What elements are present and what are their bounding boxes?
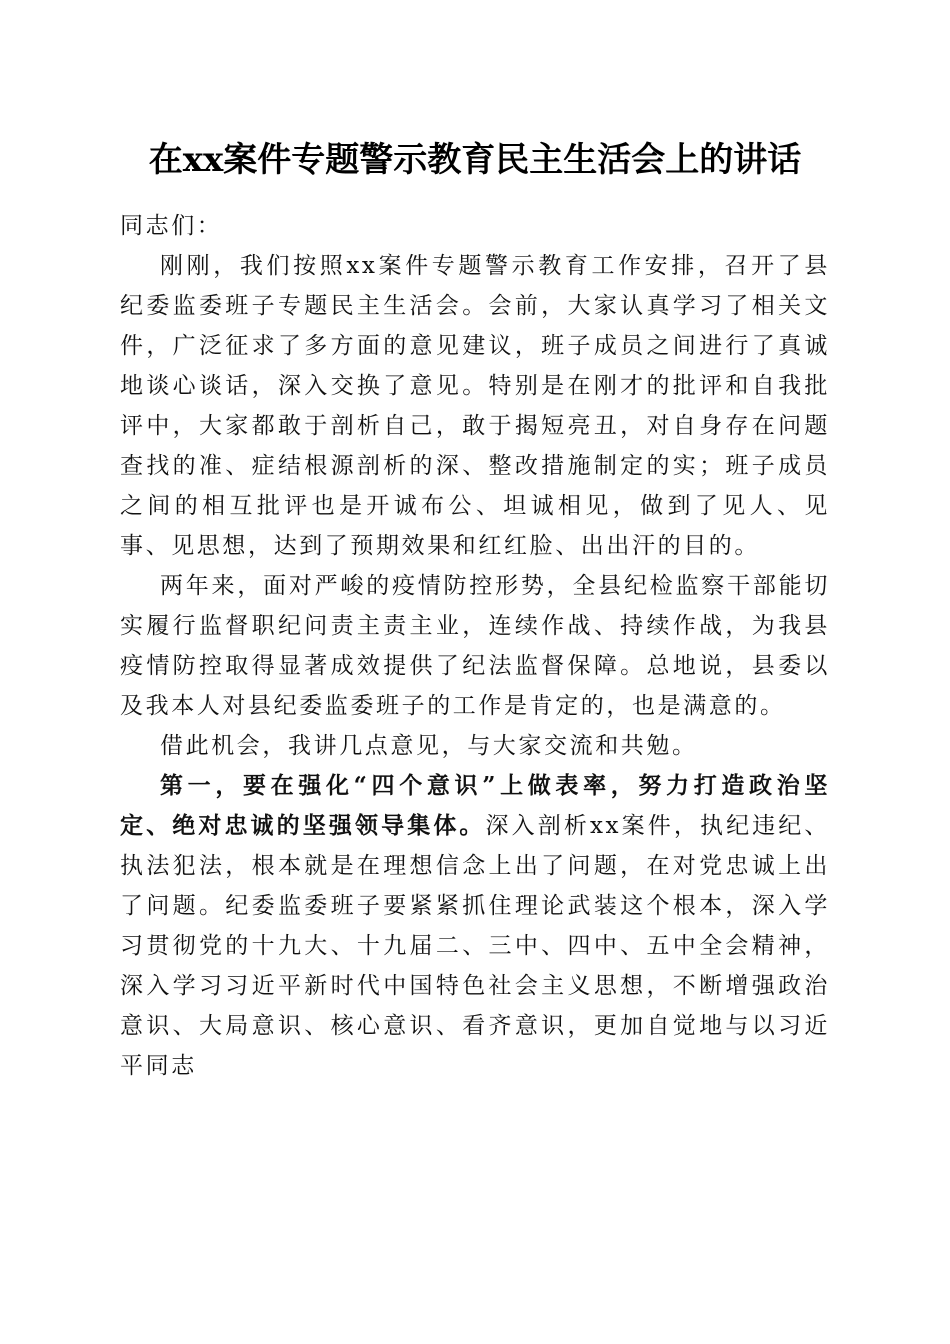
salutation: 同志们： <box>120 213 223 239</box>
paragraph-4-text: 深入剖析xx案件，执纪违纪、执法犯法，根本就是在理想信念上出了问题，在对党忠诚上出了问题。纪委监委班子要紧紧抓住理论武装这个根本，深入学习贯彻党的十九大、十九届二、三中、四中、五中全会精神，深入学习习近平新时代中国特色社会主义思想，不断增强政治意识、大局意识、核心意识、看齐意识，更加自觉地与以习近平同志 <box>120 813 831 1079</box>
paragraph-3-text: 借此机会，我讲几点意见，与大家交流和共勉。 <box>160 733 698 759</box>
paragraph-4 <box>120 766 830 1086</box>
paragraph-4-lead: 第一，要在强化“四个意识”上做表率，努力打造政治坚定、绝对忠诚的坚强领导集体。 <box>120 772 830 839</box>
document-body <box>120 206 830 1086</box>
paragraph-1-text: 刚刚，我们按照xx案件专题警示教育工作安排，召开了县纪委监委班子专题民主生活会。会前，大家认真学习了相关文件，广泛征求了多方面的意见建议，班子成员之间进行了真诚地谈心谈话，深入交换了意见。特别是在刚才的批评和自我批评中，大家都敢于剖析自己，敢于揭短亮丑，对自身存在问题查找的准、症结根源剖析的深、整改措施制定的实；班子成员之间的相互批评也是开诚布公、坦诚相见，做到了见人、见事、见思想，达到了预期效果和红红脸、出出汗的目的。 <box>120 253 830 559</box>
paragraph-2 <box>120 566 830 726</box>
paragraph-2-text: 两年来，面对严峻的疫情防控形势，全县纪检监察干部能切实履行监督职纪问责主责主业，连续作战、持续作战，为我县疫情防控取得显著成效提供了纪法监督保障。总地说，县委以及我本人对县纪委监委班子的工作是肯定的，也是满意的。 <box>120 573 830 719</box>
paragraph-3 <box>120 726 830 766</box>
document-title: 在xx案件专题警示教育民主生活会上的讲话 <box>148 140 802 180</box>
paragraph-1 <box>120 246 830 566</box>
